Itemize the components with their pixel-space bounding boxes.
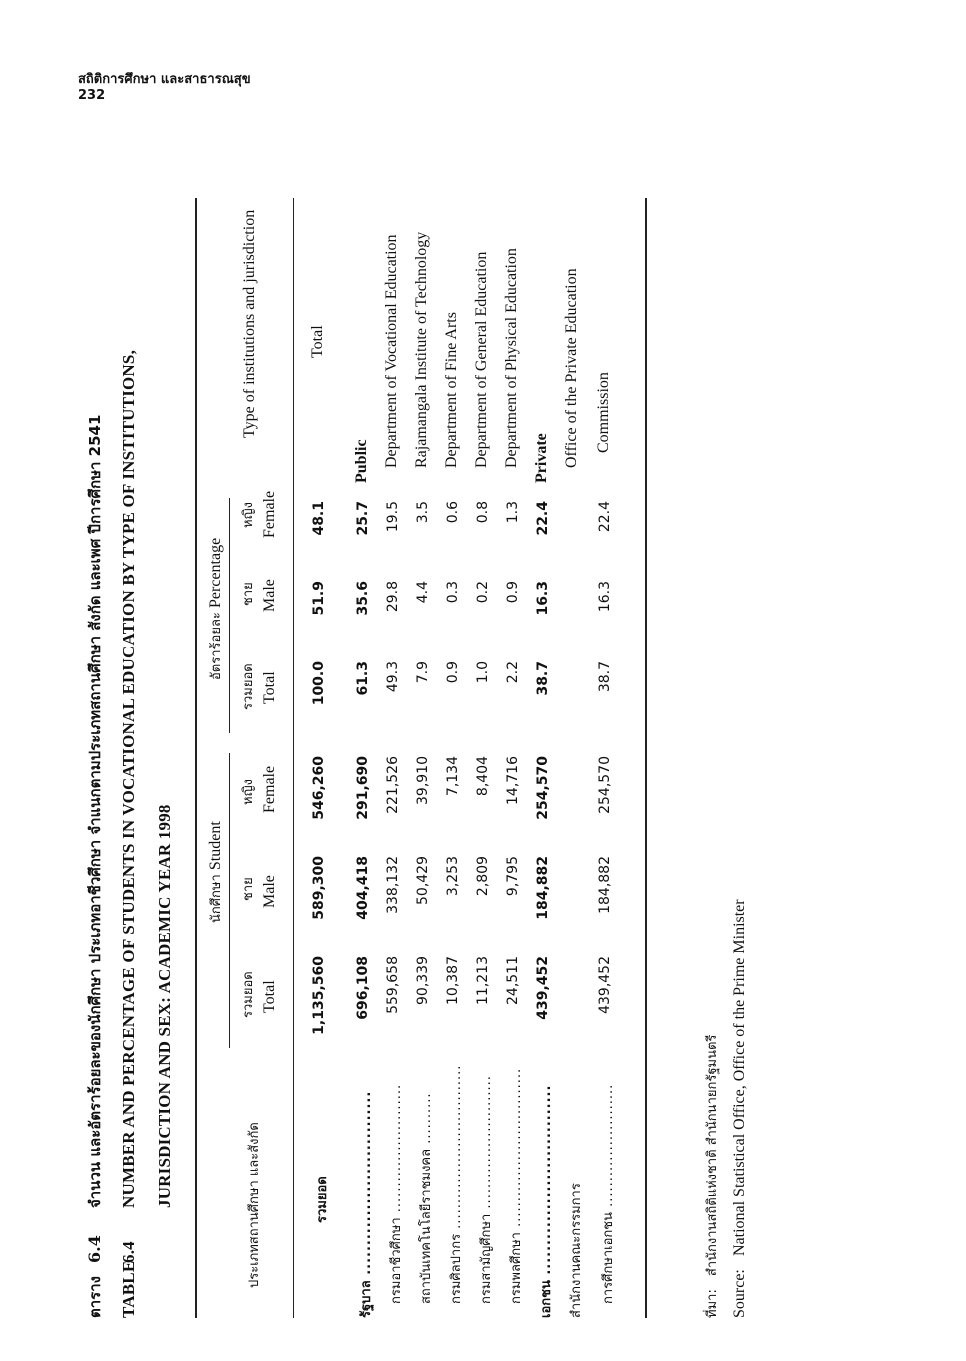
title-th-text: จำนวน และอัตราร้อยละของนักศึกษา ประเภทอาชีวศึกษา จำแนกตามประเภทสถานศึกษา สังกัด และเพศ ปีการศึกษา 2541 <box>86 414 104 1208</box>
cell-pct-male: 0.3 <box>445 581 461 604</box>
cell-male: 3,253 <box>445 856 461 897</box>
table-row <box>559 198 589 1318</box>
cell-female: 546,260 <box>311 756 327 820</box>
row-label-en: Office of the Private Education <box>563 268 580 468</box>
cell-total: 90,339 <box>415 956 431 1005</box>
table-row <box>469 198 499 1318</box>
cell-total: 439,452 <box>535 956 551 1020</box>
cell-total: 1,135,560 <box>311 956 327 1035</box>
cell-female: 221,526 <box>385 756 401 814</box>
cell-pct-total: 0.9 <box>445 661 461 684</box>
row-label-en: Commission <box>595 372 612 453</box>
header-col-label-en: Type of institutions and jurisdiction <box>241 209 258 438</box>
row-label-th: สถาบันเทคโนโลยีราชมงคล .......... <box>419 1092 434 1304</box>
cell-male: 9,795 <box>505 856 521 897</box>
row-label-en: Department of Vocational Education <box>383 234 400 468</box>
cell-male: 589,300 <box>311 856 327 920</box>
row-label-th: รวมยอด <box>315 1176 330 1223</box>
cell-female: 39,910 <box>415 756 431 805</box>
row-label-en: Department of Physical Education <box>503 248 520 468</box>
table-title <box>83 138 191 1318</box>
table-bottom-rule <box>645 198 647 1318</box>
header-pct-total-th: รวมยอด <box>241 663 256 710</box>
header-male-th: ชาย <box>241 877 256 901</box>
cell-pct-female: 0.8 <box>475 501 491 524</box>
cell-pct-male: 16.3 <box>597 581 613 613</box>
cell-male: 50,429 <box>415 856 431 905</box>
row-label-en: Private <box>533 433 550 483</box>
cell-pct-female: 3.5 <box>415 501 431 524</box>
cell-pct-male: 0.2 <box>475 581 491 604</box>
cell-pct-male: 51.9 <box>311 581 327 616</box>
table-row <box>529 198 559 1318</box>
source-th-label: ที่มา: <box>705 1289 720 1318</box>
cell-female: 7,134 <box>445 756 461 797</box>
header-pct-male-th: ชาย <box>241 582 256 606</box>
cell-female: 254,570 <box>535 756 551 820</box>
cell-total: 10,387 <box>445 956 461 1005</box>
title-en-prefix: TABLE <box>119 1260 138 1318</box>
cell-pct-male: 16.3 <box>535 581 551 616</box>
row-label-th: กรมสามัญศึกษา .......................... <box>479 1075 494 1304</box>
source-th-text: สำนักงานสถิติแห่งชาติ สำนักนายกรัฐมนตรี <box>705 1034 720 1277</box>
cell-female: 14,716 <box>505 756 521 805</box>
cell-total: 24,511 <box>505 956 521 1005</box>
cell-pct-female: 25.7 <box>355 501 371 536</box>
header-bottom-rule <box>293 198 294 1318</box>
row-label-th: รัฐบาล ............................... <box>359 1090 374 1318</box>
header-female-en: Female <box>261 765 278 813</box>
header-total-en: Total <box>261 980 278 1013</box>
title-th-prefix: ตาราง <box>86 1276 104 1318</box>
cell-pct-total: 1.0 <box>475 661 491 684</box>
cell-pct-male: 35.6 <box>355 581 371 616</box>
cell-pct-total: 61.3 <box>355 661 371 696</box>
title-en-number: 6.4 <box>119 1241 138 1263</box>
table-row <box>591 198 621 1318</box>
table-row <box>379 198 409 1318</box>
cell-total: 696,108 <box>355 956 371 1020</box>
cell-pct-female: 0.6 <box>445 501 461 524</box>
cell-pct-male: 29.8 <box>385 581 401 613</box>
header-total-th: รวมยอด <box>241 971 256 1018</box>
cell-pct-female: 22.4 <box>535 501 551 536</box>
row-label-th: เอกชน ................................ <box>539 1084 554 1318</box>
cell-male: 2,809 <box>475 856 491 897</box>
header-pct-male-en: Male <box>261 579 278 612</box>
header-pct-total-en: Total <box>261 671 278 704</box>
table-top-rule <box>195 198 197 1318</box>
cell-female: 254,570 <box>597 756 613 814</box>
cell-pct-total: 7.9 <box>415 661 431 684</box>
cell-pct-total: 38.7 <box>597 661 613 693</box>
row-label-en: Public <box>353 439 370 483</box>
header-pct-female-th: หญิง <box>241 502 256 528</box>
row-label-en: Department of Fine Arts <box>443 312 460 468</box>
cell-male: 404,418 <box>355 856 371 920</box>
header-pct-female-en: Female <box>261 490 278 538</box>
row-label-en: Rajamangala Institute of Technology <box>413 231 430 468</box>
page-number: 232 <box>78 88 106 103</box>
table-row <box>305 198 335 1318</box>
cell-pct-female: 19.5 <box>385 501 401 533</box>
header-female-th: หญิง <box>241 779 256 805</box>
title-th-number: 6.4 <box>85 1235 104 1263</box>
cell-pct-female: 48.1 <box>311 501 327 536</box>
row-label-th: กรมพลศึกษา ............................... <box>509 1067 524 1304</box>
cell-pct-total: 49.3 <box>385 661 401 693</box>
cell-total: 11,213 <box>475 956 491 1005</box>
running-head: สถิติการศึกษา และสาธารณสุข <box>78 72 251 87</box>
header-student-rule <box>229 753 230 1048</box>
source-en-label: Source: <box>731 1269 748 1318</box>
cell-pct-male: 4.4 <box>415 581 431 604</box>
rotated-table-page <box>83 138 763 1318</box>
header-group-pct-th: อัตราร้อยละ Percentage <box>207 537 224 680</box>
row-label-en: Total <box>309 325 326 358</box>
cell-male: 184,882 <box>597 856 613 914</box>
table-row <box>349 198 379 1318</box>
table-row <box>439 198 469 1318</box>
cell-pct-total: 2.2 <box>505 661 521 684</box>
header-male-en: Male <box>261 875 278 908</box>
header-col-label-th: ประเภทสถานศึกษา และสังกัด <box>247 1122 262 1288</box>
page-header <box>78 72 251 104</box>
cell-pct-male: 0.9 <box>505 581 521 604</box>
title-en-line2: JURISDICTION AND SEX: ACADEMIC YEAR 1998 <box>155 804 174 1208</box>
cell-female: 291,690 <box>355 756 371 820</box>
row-label-en: Department of General Education <box>473 251 490 468</box>
header-pct-rule <box>229 498 230 733</box>
header-group-student-th: นักศึกษา Student <box>207 821 224 923</box>
source-note <box>701 899 757 1318</box>
cell-pct-female: 1.3 <box>505 501 521 524</box>
cell-pct-total: 100.0 <box>311 661 327 706</box>
cell-total: 559,658 <box>385 956 401 1014</box>
table-row <box>409 198 439 1318</box>
source-en-text: National Statistical Office, Office of the Prime Minister <box>731 899 748 1257</box>
cell-female: 8,404 <box>475 756 491 797</box>
cell-total: 439,452 <box>597 956 613 1014</box>
title-en-line1: NUMBER AND PERCENTAGE OF STUDENTS IN VOCATIONAL EDUCATION BY TYPE OF INSTITUTIONS, <box>119 349 138 1208</box>
cell-pct-female: 22.4 <box>597 501 613 533</box>
row-label-th: สำนักงานคณะกรรมการ <box>569 1183 584 1318</box>
row-label-th: กรมศิลปากร ................................ <box>449 1064 464 1304</box>
cell-male: 184,882 <box>535 856 551 920</box>
cell-pct-total: 38.7 <box>535 661 551 696</box>
table-row <box>499 198 529 1318</box>
row-label-th: กรมอาชีวศึกษา ......................... <box>389 1083 404 1304</box>
cell-male: 338,132 <box>385 856 401 914</box>
row-label-th: การศึกษาเอกชน ........................ <box>601 1083 616 1304</box>
